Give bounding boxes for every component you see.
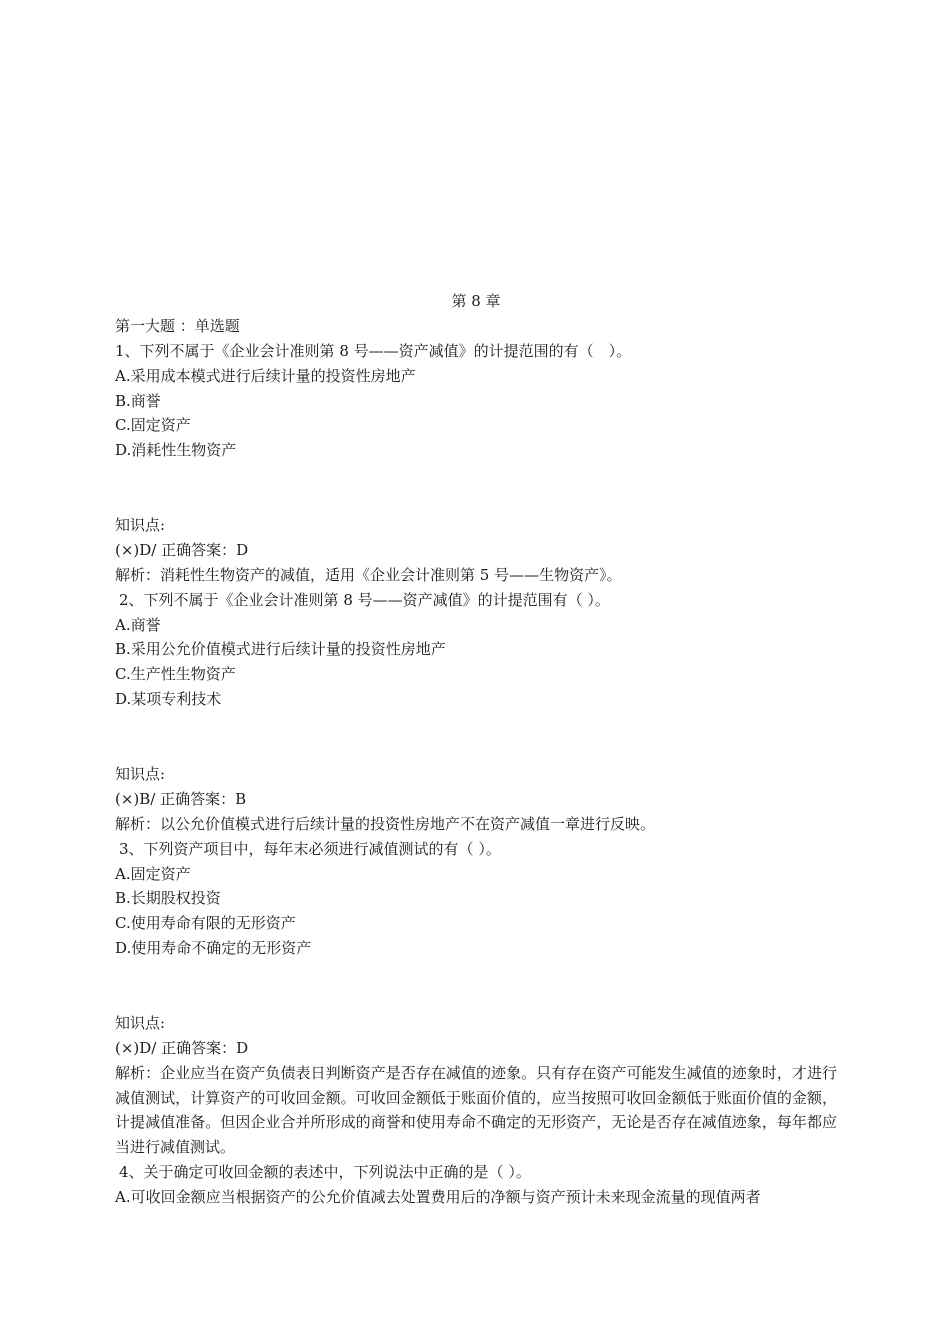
section-title: 第一大题 ：单选题 (115, 316, 240, 335)
question-stem: 3、下列资产项目中，每年末必须进行减值测试的有（ ）。 (119, 839, 501, 858)
chapter-title: 第 8 章 (451, 292, 501, 310)
document-body (115, 289, 837, 1210)
question-2 (115, 588, 837, 837)
option-d: D.消耗性生物资产 (115, 441, 237, 460)
question-stem: 4、关于确定可收回金额的表述中，下列说法中正确的是（ ）。 (119, 1163, 531, 1182)
question-3 (115, 837, 837, 1161)
option-d: D.某项专利技术 (115, 690, 222, 709)
analysis-text: 解析：消耗性生物资产的减值，适用《企业会计准则第 5 号——生物资产》。 (115, 565, 622, 584)
option-a: A.商誉 (115, 615, 161, 634)
question-1 (115, 339, 837, 588)
knowledge-point-label: 知识点: (115, 1013, 166, 1032)
question-stem: 1、下列不属于《企业会计准则第 8 号——资产减值》的计提范围的有（ ）。 (115, 341, 632, 360)
option-a: A.固定资产 (115, 864, 191, 883)
spacer (115, 712, 837, 762)
spacer (115, 961, 837, 1011)
option-c: C.生产性生物资产 (115, 665, 236, 684)
spacer (115, 463, 837, 513)
analysis-text: 解析：以公允价值模式进行后续计量的投资性房地产不在资产减值一章进行反映。 (115, 814, 656, 833)
option-c: C.固定资产 (115, 416, 191, 435)
option-a: A.采用成本模式进行后续计量的投资性房地产 (115, 366, 416, 385)
option-b: B.长期股权投资 (115, 889, 221, 908)
knowledge-point-label: 知识点: (115, 764, 166, 783)
option-d: D.使用寿命不确定的无形资产 (115, 939, 312, 958)
option-b: B.商誉 (115, 391, 161, 410)
answer-line: (×)D/ 正确答案：D (115, 1038, 249, 1057)
analysis-text: 解析：企业应当在资产负债表日判断资产是否存在减值的迹象。只有存在资产可能发生减值的迹象时，才进行减值测试，计算资产的可收回金额。可收回金额低于账面价值的，应当按照可收回金额低于账面价值的金额，计提减值准备。但因企业合并所形成的商誉和使用寿命不确定的无形资产，无论是否存在减值迹象，每年都应当进行减值测试。 (115, 1063, 837, 1157)
question-4 (115, 1160, 837, 1210)
option-c: C.使用寿命有限的无形资产 (115, 914, 296, 933)
question-stem: 2、下列不属于《企业会计准则第 8 号——资产减值》的计提范围有（ ）。 (119, 590, 610, 609)
knowledge-point-label: 知识点: (115, 516, 166, 535)
option-b: B.采用公允价值模式进行后续计量的投资性房地产 (115, 640, 446, 659)
option-a: A.可收回金额应当根据资产的公允价值减去处置费用后的净额与资产预计未来现金流量的现值两者 (115, 1188, 761, 1207)
answer-line: (×)D/ 正确答案：D (115, 540, 249, 559)
answer-line: (×)B/ 正确答案：B (115, 789, 247, 808)
